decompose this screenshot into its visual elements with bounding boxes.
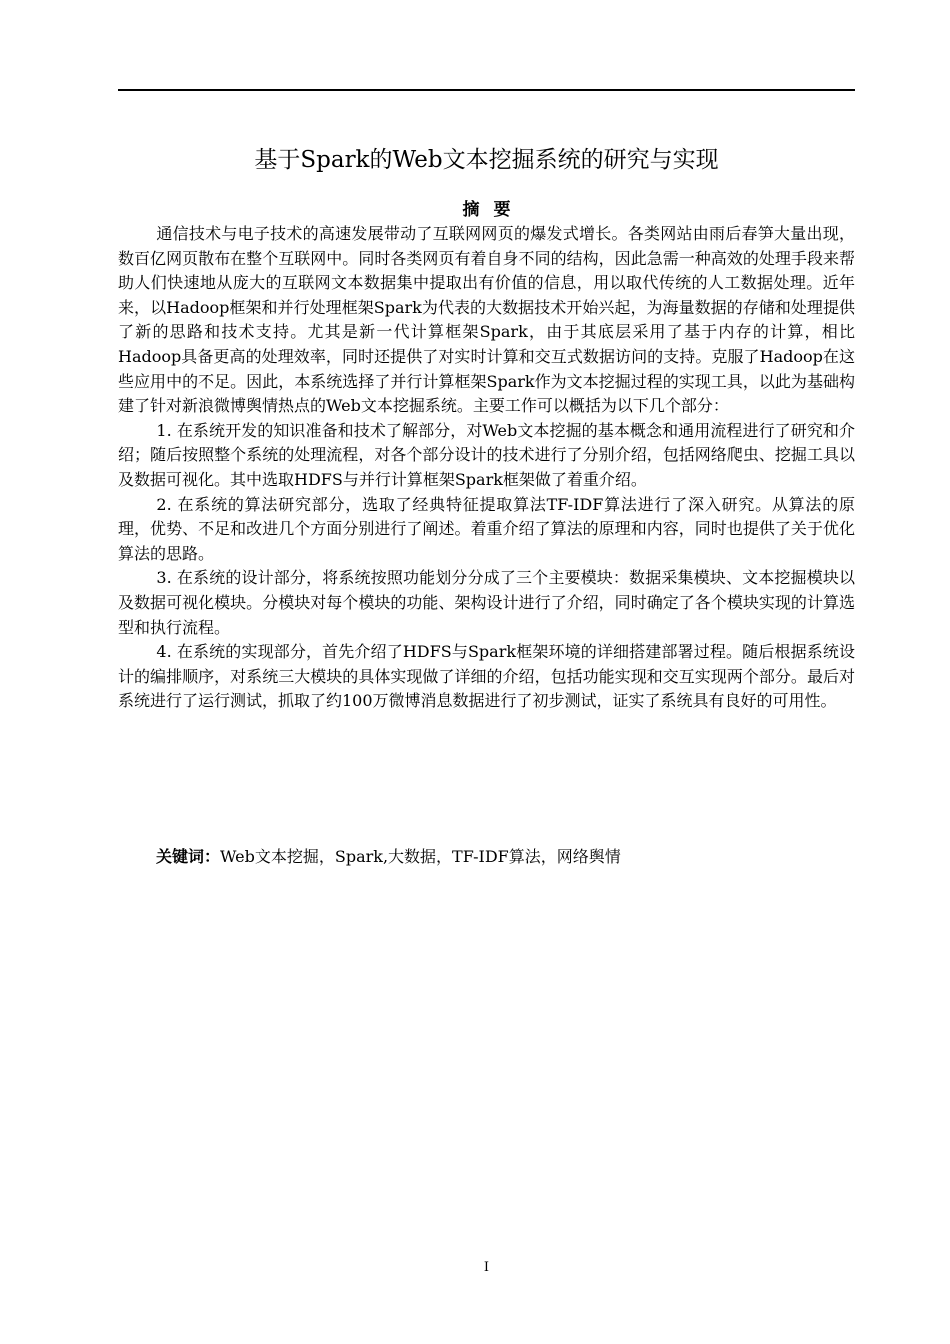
paper-title: 基于Spark的Web文本挖掘系统的研究与实现 (254, 147, 719, 173)
abstract-paragraph-item-4: 4. 在系统的实现部分，首先介绍了HDFS与Spark框架环境的详细搭建部署过程。随后根据系统设计的编排顺序，对系统三大模块的具体实现做了详细的介绍，包括功能实现和交互实现两个部分。最后对系统进行了运行测试，抓取了约100万微博消息数据进行了初步测试，证实了系统具有良好的可用性。 (118, 642, 855, 711)
keywords-label: 关键词： (156, 847, 221, 866)
abstract-heading: 摘要 (462, 200, 525, 220)
abstract-paragraph-item-3: 3. 在系统的设计部分，将系统按照功能划分分成了三个主要模块：数据采集模块、文本挖掘模块以及数据可视化模块。分模块对每个模块的功能、架构设计进行了介绍，同时确定了各个模块实现的计算选型和执行流程。 (118, 568, 855, 637)
header-rule (118, 89, 855, 91)
abstract-paragraph-intro: 通信技术与电子技术的高速发展带动了互联网网页的爆发式增长。各类网站由雨后春笋大量出现，数百亿网页散布在整个互联网中。同时各类网页有着自身不同的结构，因此急需一种高效的处理手段来帮助人们快速地从庞大的互联网文本数据集中提取出有价值的信息，用以取代传统的人工数据处理。近年来，以Hadoop框架和并行处理框架Spark为代表的大数据技术开始兴起，为海量数据的存储和处理提供了新的思路和技术支持。尤其是新一代计算框架Spark，由于其底层采用了基于内存的计算，相比Hadoop具备更高的处理效率，同时还提供了对实时计算和交互式数据访问的支持。克服了Hadoop在这些应用中的不足。因此，本系统选择了并行计算框架Spark作为文本挖掘过程的实现工具，以此为基础构建了针对新浪微博舆情热点的Web文本挖掘系统。主要工作可以概括为以下几个部分： (118, 224, 855, 416)
abstract-body (118, 222, 855, 714)
abstract-paragraph-item-2: 2. 在系统的算法研究部分，选取了经典特征提取算法TF-IDF算法进行了深入研究。从算法的原理，优势、不足和改进几个方面分别进行了阐述。着重介绍了算法的原理和内容，同时也提供了关于优化算法的思路。 (118, 494, 855, 563)
keywords-line (156, 845, 856, 869)
page-number: I (483, 1260, 490, 1275)
keywords-value: Web文本挖掘，Spark,大数据，TF-IDF算法，网络舆情 (220, 847, 621, 866)
abstract-paragraph-item-1: 1. 在系统开发的知识准备和技术了解部分，对Web文本挖掘的基本概念和通用流程进行了研究和介绍；随后按照整个系统的处理流程，对各个部分设计的技术进行了分别介绍，包括网络爬虫、挖掘工具以及数据可视化。其中选取HDFS与并行计算框架Spark框架做了着重介绍。 (118, 420, 855, 489)
